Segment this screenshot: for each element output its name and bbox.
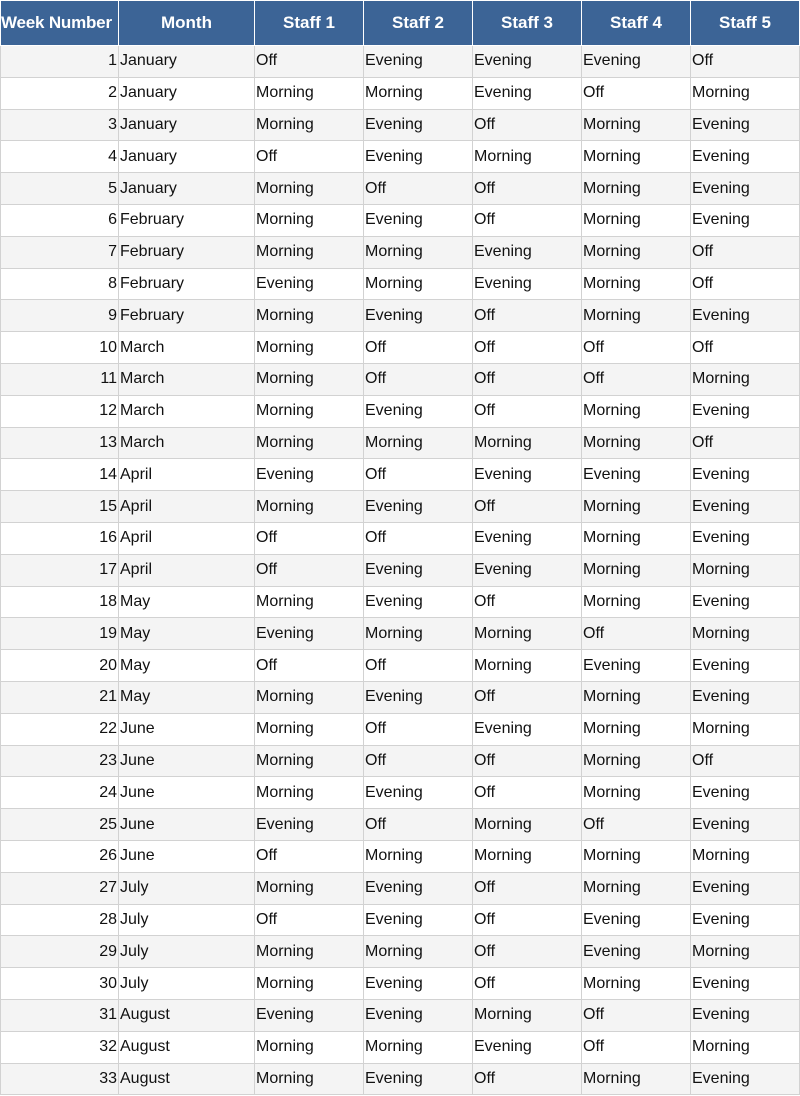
table-row — [1, 427, 800, 459]
cell-month[interactable]: February — [119, 204, 255, 236]
cell-staff-1[interactable]: Morning — [255, 745, 364, 777]
cell-staff-4[interactable]: Off — [582, 77, 691, 109]
header-row — [1, 1, 800, 46]
table-row — [1, 491, 800, 523]
table-row — [1, 46, 800, 78]
cell-month[interactable]: June — [119, 840, 255, 872]
cell-week-number[interactable]: 30 — [1, 968, 119, 1000]
table-row — [1, 173, 800, 205]
table-row — [1, 999, 800, 1031]
cell-staff-5[interactable]: Off — [691, 427, 800, 459]
cell-staff-4[interactable]: Morning — [582, 204, 691, 236]
cell-staff-2[interactable]: Evening — [364, 109, 473, 141]
cell-week-number[interactable]: 5 — [1, 173, 119, 205]
cell-staff-5[interactable]: Morning — [691, 363, 800, 395]
cell-staff-5[interactable]: Evening — [691, 395, 800, 427]
cell-week-number[interactable]: 21 — [1, 681, 119, 713]
cell-staff-5[interactable]: Evening — [691, 586, 800, 618]
cell-staff-3[interactable]: Evening — [473, 268, 582, 300]
cell-week-number[interactable]: 9 — [1, 300, 119, 332]
cell-staff-4[interactable]: Morning — [582, 522, 691, 554]
table-row — [1, 936, 800, 968]
table-row — [1, 522, 800, 554]
cell-staff-1[interactable]: Evening — [255, 459, 364, 491]
cell-staff-3[interactable]: Off — [473, 872, 582, 904]
cell-staff-1[interactable]: Morning — [255, 109, 364, 141]
cell-staff-1[interactable]: Off — [255, 650, 364, 682]
cell-staff-2[interactable]: Off — [364, 650, 473, 682]
table-row — [1, 236, 800, 268]
cell-staff-3[interactable]: Off — [473, 363, 582, 395]
table-row — [1, 204, 800, 236]
cell-staff-2[interactable]: Evening — [364, 141, 473, 173]
cell-month[interactable]: April — [119, 491, 255, 523]
cell-month[interactable]: January — [119, 46, 255, 78]
table-row — [1, 395, 800, 427]
cell-staff-2[interactable]: Morning — [364, 618, 473, 650]
cell-staff-5[interactable]: Evening — [691, 109, 800, 141]
cell-staff-5[interactable]: Evening — [691, 459, 800, 491]
cell-staff-2[interactable]: Morning — [364, 77, 473, 109]
header-staff-2[interactable]: Staff 2 — [364, 1, 473, 46]
cell-week-number[interactable]: 19 — [1, 618, 119, 650]
cell-week-number[interactable]: 25 — [1, 809, 119, 841]
cell-staff-1[interactable]: Morning — [255, 77, 364, 109]
cell-month[interactable]: January — [119, 141, 255, 173]
cell-staff-4[interactable]: Morning — [582, 840, 691, 872]
cell-week-number[interactable]: 6 — [1, 204, 119, 236]
cell-staff-5[interactable]: Morning — [691, 713, 800, 745]
cell-staff-3[interactable]: Off — [473, 332, 582, 364]
cell-staff-2[interactable]: Evening — [364, 681, 473, 713]
cell-staff-2[interactable]: Evening — [364, 46, 473, 78]
cell-month[interactable]: April — [119, 459, 255, 491]
cell-staff-2[interactable]: Morning — [364, 1031, 473, 1063]
cell-week-number[interactable]: 3 — [1, 109, 119, 141]
cell-staff-3[interactable]: Evening — [473, 713, 582, 745]
cell-staff-4[interactable]: Morning — [582, 109, 691, 141]
cell-month[interactable]: April — [119, 554, 255, 586]
cell-staff-2[interactable]: Off — [364, 745, 473, 777]
cell-month[interactable]: May — [119, 650, 255, 682]
cell-month[interactable]: January — [119, 77, 255, 109]
cell-staff-4[interactable]: Off — [582, 363, 691, 395]
cell-staff-1[interactable]: Evening — [255, 999, 364, 1031]
header-month[interactable]: Month — [119, 1, 255, 46]
cell-staff-3[interactable]: Off — [473, 204, 582, 236]
cell-staff-1[interactable]: Morning — [255, 427, 364, 459]
table-row — [1, 968, 800, 1000]
cell-staff-3[interactable]: Morning — [473, 809, 582, 841]
cell-staff-1[interactable]: Off — [255, 904, 364, 936]
cell-staff-5[interactable]: Evening — [691, 968, 800, 1000]
cell-staff-3[interactable]: Evening — [473, 459, 582, 491]
table-row — [1, 300, 800, 332]
cell-staff-4[interactable]: Evening — [582, 936, 691, 968]
cell-staff-4[interactable]: Morning — [582, 554, 691, 586]
cell-staff-1[interactable]: Off — [255, 522, 364, 554]
cell-month[interactable]: August — [119, 1031, 255, 1063]
cell-staff-4[interactable]: Morning — [582, 173, 691, 205]
cell-staff-5[interactable]: Morning — [691, 936, 800, 968]
cell-month[interactable]: February — [119, 236, 255, 268]
cell-staff-2[interactable]: Off — [364, 173, 473, 205]
cell-staff-1[interactable]: Off — [255, 840, 364, 872]
cell-staff-5[interactable]: Evening — [691, 141, 800, 173]
cell-month[interactable]: August — [119, 999, 255, 1031]
cell-month[interactable]: January — [119, 109, 255, 141]
cell-staff-5[interactable]: Morning — [691, 77, 800, 109]
cell-week-number[interactable]: 24 — [1, 777, 119, 809]
cell-staff-2[interactable]: Evening — [364, 300, 473, 332]
table-row — [1, 681, 800, 713]
cell-staff-1[interactable]: Morning — [255, 777, 364, 809]
cell-week-number[interactable]: 32 — [1, 1031, 119, 1063]
cell-staff-4[interactable]: Morning — [582, 268, 691, 300]
cell-staff-3[interactable]: Evening — [473, 554, 582, 586]
table-row — [1, 586, 800, 618]
cell-staff-3[interactable]: Off — [473, 109, 582, 141]
cell-staff-5[interactable]: Evening — [691, 650, 800, 682]
cell-staff-2[interactable]: Evening — [364, 968, 473, 1000]
cell-staff-1[interactable]: Evening — [255, 809, 364, 841]
cell-staff-2[interactable]: Morning — [364, 427, 473, 459]
cell-month[interactable]: March — [119, 395, 255, 427]
cell-staff-1[interactable]: Morning — [255, 1063, 364, 1095]
table-row — [1, 1063, 800, 1095]
table-row — [1, 840, 800, 872]
cell-staff-1[interactable]: Evening — [255, 618, 364, 650]
cell-staff-4[interactable]: Morning — [582, 968, 691, 1000]
header-staff-5[interactable]: Staff 5 — [691, 1, 800, 46]
cell-staff-5[interactable]: Off — [691, 268, 800, 300]
cell-staff-5[interactable]: Evening — [691, 681, 800, 713]
cell-staff-4[interactable]: Morning — [582, 681, 691, 713]
cell-week-number[interactable]: 17 — [1, 554, 119, 586]
table-row — [1, 745, 800, 777]
cell-staff-3[interactable]: Off — [473, 777, 582, 809]
cell-staff-5[interactable]: Evening — [691, 809, 800, 841]
cell-staff-3[interactable]: Off — [473, 173, 582, 205]
cell-staff-3[interactable]: Off — [473, 1063, 582, 1095]
cell-month[interactable]: May — [119, 618, 255, 650]
cell-staff-1[interactable]: Morning — [255, 681, 364, 713]
table-row — [1, 363, 800, 395]
cell-staff-2[interactable]: Morning — [364, 268, 473, 300]
cell-week-number[interactable]: 22 — [1, 713, 119, 745]
table-header — [1, 1, 800, 46]
cell-staff-4[interactable]: Off — [582, 999, 691, 1031]
table-row — [1, 872, 800, 904]
cell-staff-2[interactable]: Evening — [364, 586, 473, 618]
cell-month[interactable]: July — [119, 904, 255, 936]
cell-staff-2[interactable]: Morning — [364, 840, 473, 872]
cell-week-number[interactable]: 1 — [1, 46, 119, 78]
cell-staff-4[interactable]: Morning — [582, 236, 691, 268]
cell-staff-4[interactable]: Evening — [582, 459, 691, 491]
cell-month[interactable]: March — [119, 363, 255, 395]
cell-staff-3[interactable]: Off — [473, 745, 582, 777]
cell-staff-3[interactable]: Morning — [473, 840, 582, 872]
table-row — [1, 332, 800, 364]
cell-week-number[interactable]: 23 — [1, 745, 119, 777]
cell-month[interactable]: July — [119, 872, 255, 904]
cell-week-number[interactable]: 26 — [1, 840, 119, 872]
cell-week-number[interactable]: 4 — [1, 141, 119, 173]
cell-staff-4[interactable]: Evening — [582, 46, 691, 78]
cell-staff-4[interactable]: Off — [582, 332, 691, 364]
cell-week-number[interactable]: 18 — [1, 586, 119, 618]
cell-staff-4[interactable]: Morning — [582, 395, 691, 427]
cell-staff-5[interactable]: Off — [691, 236, 800, 268]
table-body — [1, 46, 800, 1095]
cell-staff-3[interactable]: Evening — [473, 77, 582, 109]
table-row — [1, 1031, 800, 1063]
cell-staff-3[interactable]: Evening — [473, 1031, 582, 1063]
table-row — [1, 554, 800, 586]
table-row — [1, 777, 800, 809]
cell-staff-1[interactable]: Morning — [255, 586, 364, 618]
table-row — [1, 904, 800, 936]
cell-month[interactable]: August — [119, 1063, 255, 1095]
cell-staff-4[interactable]: Morning — [582, 491, 691, 523]
cell-staff-5[interactable]: Evening — [691, 872, 800, 904]
cell-staff-1[interactable]: Morning — [255, 300, 364, 332]
cell-staff-2[interactable]: Morning — [364, 936, 473, 968]
cell-staff-2[interactable]: Evening — [364, 491, 473, 523]
cell-month[interactable]: March — [119, 332, 255, 364]
cell-week-number[interactable]: 27 — [1, 872, 119, 904]
cell-staff-3[interactable]: Off — [473, 936, 582, 968]
cell-week-number[interactable]: 12 — [1, 395, 119, 427]
cell-month[interactable]: January — [119, 173, 255, 205]
cell-staff-4[interactable]: Evening — [582, 650, 691, 682]
cell-staff-1[interactable]: Morning — [255, 173, 364, 205]
cell-month[interactable]: April — [119, 522, 255, 554]
cell-month[interactable]: June — [119, 713, 255, 745]
cell-staff-1[interactable]: Morning — [255, 363, 364, 395]
cell-staff-4[interactable]: Morning — [582, 713, 691, 745]
cell-month[interactable]: June — [119, 777, 255, 809]
cell-week-number[interactable]: 8 — [1, 268, 119, 300]
cell-staff-5[interactable]: Morning — [691, 618, 800, 650]
cell-staff-1[interactable]: Morning — [255, 236, 364, 268]
cell-staff-2[interactable]: Evening — [364, 904, 473, 936]
table-row — [1, 809, 800, 841]
cell-staff-2[interactable]: Evening — [364, 204, 473, 236]
cell-staff-5[interactable]: Evening — [691, 904, 800, 936]
cell-staff-2[interactable]: Evening — [364, 777, 473, 809]
cell-staff-3[interactable]: Off — [473, 968, 582, 1000]
cell-week-number[interactable]: 29 — [1, 936, 119, 968]
cell-month[interactable]: March — [119, 427, 255, 459]
cell-staff-2[interactable]: Off — [364, 522, 473, 554]
cell-staff-4[interactable]: Evening — [582, 904, 691, 936]
cell-month[interactable]: July — [119, 968, 255, 1000]
cell-staff-5[interactable]: Off — [691, 745, 800, 777]
header-staff-3[interactable]: Staff 3 — [473, 1, 582, 46]
cell-staff-4[interactable]: Morning — [582, 872, 691, 904]
cell-staff-1[interactable]: Off — [255, 554, 364, 586]
table-row — [1, 650, 800, 682]
cell-week-number[interactable]: 16 — [1, 522, 119, 554]
cell-staff-3[interactable]: Off — [473, 300, 582, 332]
header-week-number[interactable]: Week Number — [1, 1, 119, 46]
cell-week-number[interactable]: 10 — [1, 332, 119, 364]
cell-staff-1[interactable]: Off — [255, 46, 364, 78]
cell-week-number[interactable]: 20 — [1, 650, 119, 682]
cell-staff-1[interactable]: Morning — [255, 204, 364, 236]
cell-staff-1[interactable]: Morning — [255, 332, 364, 364]
cell-staff-2[interactable]: Evening — [364, 554, 473, 586]
cell-staff-2[interactable]: Evening — [364, 872, 473, 904]
cell-week-number[interactable]: 2 — [1, 77, 119, 109]
cell-week-number[interactable]: 15 — [1, 491, 119, 523]
table-row — [1, 268, 800, 300]
table-row — [1, 141, 800, 173]
cell-staff-3[interactable]: Morning — [473, 141, 582, 173]
cell-staff-2[interactable]: Evening — [364, 999, 473, 1031]
cell-staff-2[interactable]: Off — [364, 332, 473, 364]
cell-week-number[interactable]: 31 — [1, 999, 119, 1031]
cell-staff-5[interactable]: Morning — [691, 554, 800, 586]
cell-staff-1[interactable]: Evening — [255, 268, 364, 300]
cell-week-number[interactable]: 11 — [1, 363, 119, 395]
cell-staff-5[interactable]: Evening — [691, 204, 800, 236]
cell-staff-2[interactable]: Morning — [364, 236, 473, 268]
cell-staff-4[interactable]: Morning — [582, 1063, 691, 1095]
cell-staff-5[interactable]: Evening — [691, 777, 800, 809]
cell-staff-3[interactable]: Evening — [473, 522, 582, 554]
cell-staff-4[interactable]: Morning — [582, 141, 691, 173]
cell-staff-5[interactable]: Evening — [691, 999, 800, 1031]
cell-month[interactable]: July — [119, 936, 255, 968]
cell-staff-3[interactable]: Morning — [473, 427, 582, 459]
cell-staff-1[interactable]: Off — [255, 141, 364, 173]
header-staff-1[interactable]: Staff 1 — [255, 1, 364, 46]
cell-week-number[interactable]: 7 — [1, 236, 119, 268]
cell-staff-5[interactable]: Evening — [691, 173, 800, 205]
cell-staff-5[interactable]: Off — [691, 332, 800, 364]
cell-staff-2[interactable]: Off — [364, 363, 473, 395]
table-row — [1, 77, 800, 109]
cell-staff-1[interactable]: Morning — [255, 491, 364, 523]
cell-staff-3[interactable]: Evening — [473, 236, 582, 268]
cell-staff-5[interactable]: Evening — [691, 491, 800, 523]
cell-week-number[interactable]: 33 — [1, 1063, 119, 1095]
table-row — [1, 618, 800, 650]
cell-week-number[interactable]: 14 — [1, 459, 119, 491]
cell-staff-1[interactable]: Morning — [255, 1031, 364, 1063]
cell-staff-4[interactable]: Off — [582, 1031, 691, 1063]
cell-month[interactable]: June — [119, 745, 255, 777]
cell-staff-4[interactable]: Off — [582, 809, 691, 841]
cell-month[interactable]: May — [119, 586, 255, 618]
cell-staff-1[interactable]: Morning — [255, 713, 364, 745]
cell-staff-4[interactable]: Morning — [582, 586, 691, 618]
table-row — [1, 459, 800, 491]
cell-month[interactable]: June — [119, 809, 255, 841]
cell-staff-1[interactable]: Morning — [255, 968, 364, 1000]
cell-month[interactable]: February — [119, 268, 255, 300]
cell-staff-4[interactable]: Morning — [582, 745, 691, 777]
cell-staff-5[interactable]: Morning — [691, 1031, 800, 1063]
cell-staff-1[interactable]: Morning — [255, 872, 364, 904]
table-row — [1, 109, 800, 141]
cell-staff-4[interactable]: Off — [582, 618, 691, 650]
header-staff-4[interactable]: Staff 4 — [582, 1, 691, 46]
cell-staff-5[interactable]: Evening — [691, 300, 800, 332]
cell-staff-3[interactable]: Morning — [473, 650, 582, 682]
cell-staff-3[interactable]: Evening — [473, 46, 582, 78]
cell-staff-5[interactable]: Evening — [691, 1063, 800, 1095]
cell-staff-1[interactable]: Morning — [255, 936, 364, 968]
table-row — [1, 713, 800, 745]
cell-month[interactable]: February — [119, 300, 255, 332]
cell-staff-4[interactable]: Morning — [582, 777, 691, 809]
cell-staff-3[interactable]: Off — [473, 904, 582, 936]
cell-staff-5[interactable]: Morning — [691, 840, 800, 872]
cell-staff-2[interactable]: Off — [364, 809, 473, 841]
cell-staff-3[interactable]: Morning — [473, 618, 582, 650]
cell-staff-3[interactable]: Off — [473, 491, 582, 523]
cell-staff-2[interactable]: Off — [364, 459, 473, 491]
cell-month[interactable]: May — [119, 681, 255, 713]
cell-staff-4[interactable]: Morning — [582, 427, 691, 459]
cell-staff-2[interactable]: Evening — [364, 395, 473, 427]
cell-staff-3[interactable]: Morning — [473, 999, 582, 1031]
cell-staff-1[interactable]: Morning — [255, 395, 364, 427]
cell-staff-5[interactable]: Evening — [691, 522, 800, 554]
cell-staff-2[interactable]: Evening — [364, 1063, 473, 1095]
cell-staff-3[interactable]: Off — [473, 681, 582, 713]
cell-staff-2[interactable]: Off — [364, 713, 473, 745]
cell-staff-4[interactable]: Morning — [582, 300, 691, 332]
cell-staff-3[interactable]: Off — [473, 395, 582, 427]
cell-week-number[interactable]: 13 — [1, 427, 119, 459]
cell-staff-3[interactable]: Off — [473, 586, 582, 618]
cell-staff-5[interactable]: Off — [691, 46, 800, 78]
cell-week-number[interactable]: 28 — [1, 904, 119, 936]
